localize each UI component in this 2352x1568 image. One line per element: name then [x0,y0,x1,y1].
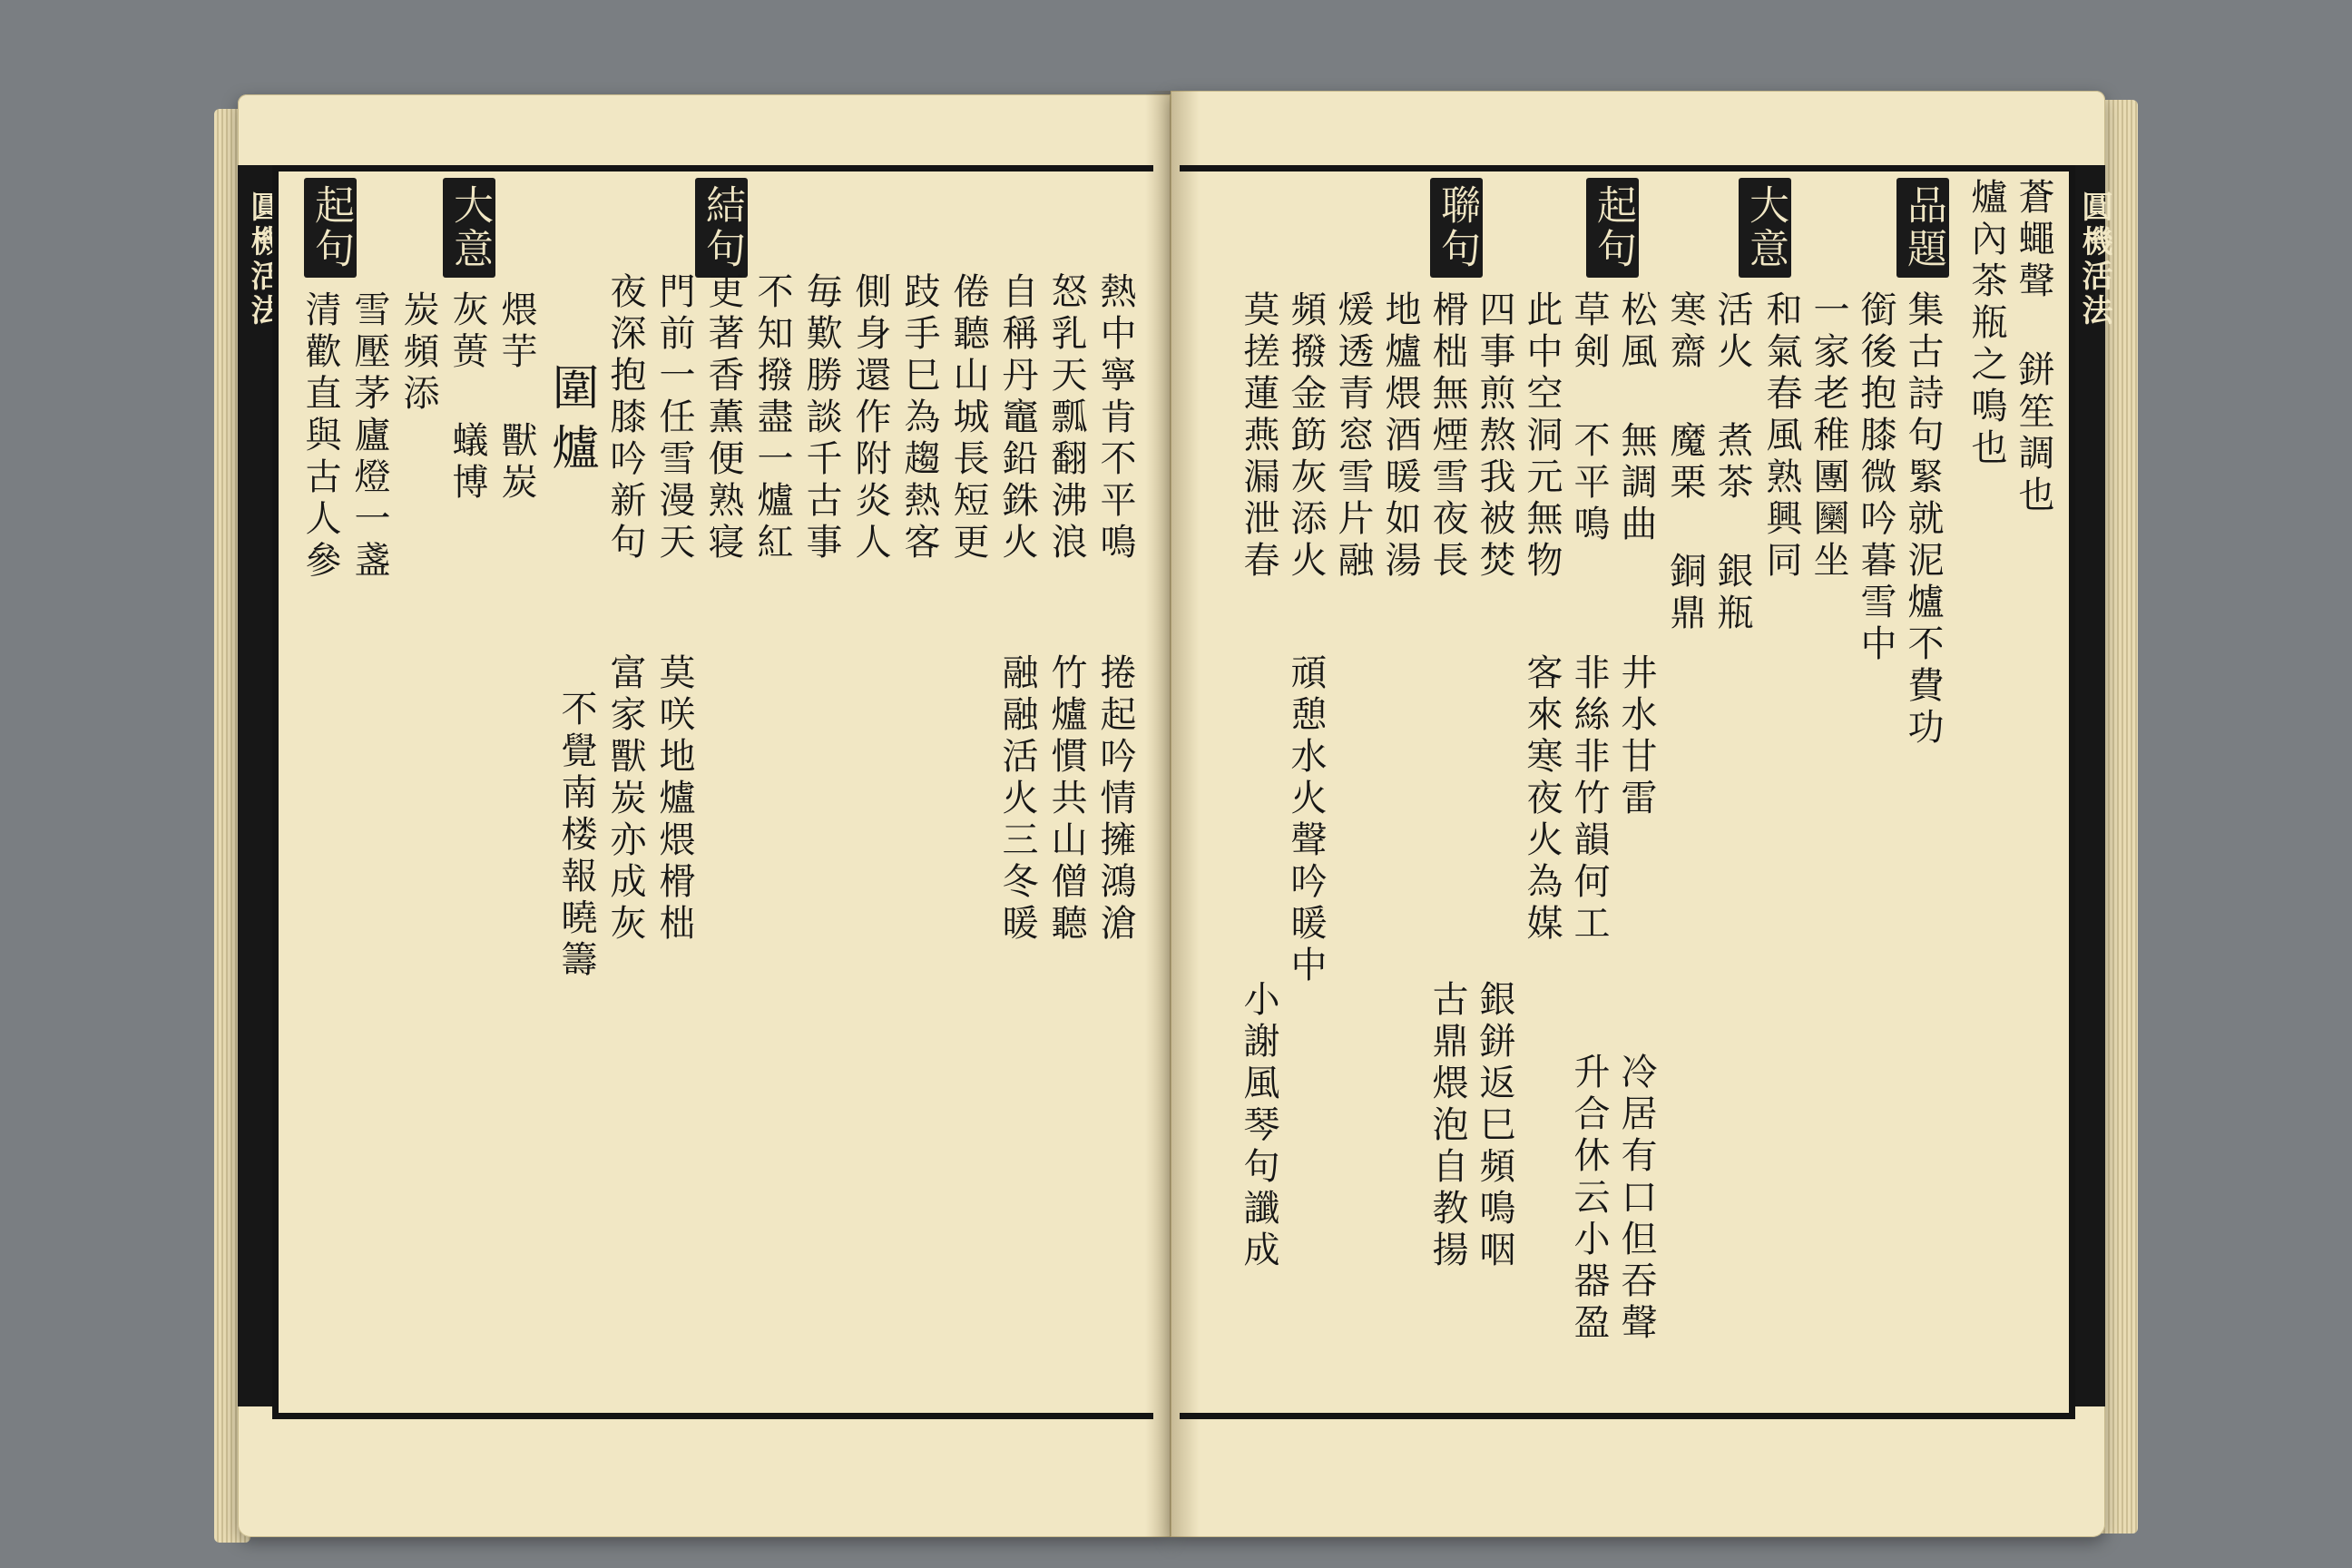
right-col: 活火 煮茶 銀瓶 [1711,290,1753,635]
right-col: 升合休云小器盈 [1568,1053,1610,1345]
right-col: 頻撥金筯灰添火 [1285,290,1327,583]
left-col: 門前一任雪漫天 [653,272,695,564]
right-col: 榾柮無煙雪夜長 [1426,290,1468,583]
left-col: 不知撥盡一爐紅 [751,272,793,564]
left-col: 捲起吟情擁鴻滄 [1094,653,1136,946]
right-col: 井水甘雷 [1615,653,1657,820]
left-col: 煨芋 獸炭 [495,290,537,505]
right-col: 古鼎煨泡自教揚 [1426,980,1468,1272]
left-col: 怒乳天瓢翻沸浪 [1045,272,1087,564]
right-col: 頑憩水火聲吟暖中 [1285,653,1327,987]
right-col: 蒼蠅聲 鉼笙調也 [2013,178,2054,517]
right-col: 四事煎熬我被焚 [1474,290,1515,583]
left-col: 雪壓茅廬燈一盞 [348,290,390,583]
left-col: 倦聽山城長短更 [947,272,989,564]
left-col: 灰蒉 蟻博 [446,290,488,505]
right-col: 松風 無調曲 [1615,290,1657,546]
left-margin-title: 圓機活法 [245,191,281,328]
right-col: 一家老稚團圞坐 [1808,290,1849,583]
right-col: 銀鉼返巳頻鳴咽 [1474,980,1515,1272]
right-col: 莫搓蓮燕漏泄春 [1238,290,1279,583]
right-col: 冷居有口但吞聲 [1615,1053,1657,1345]
left-col: 融融活火三冬暖 [996,653,1038,946]
heading-qiju-right: 起句 [1586,178,1639,278]
left-outer-strip [238,165,272,1406]
left-col: 更著香薫便熟寝 [702,272,744,564]
left-col: 自稱丹竈鉛銖火 [996,272,1038,564]
left-col: 毎歎勝談千古事 [800,272,842,564]
heading-lianju: 聯句 [1430,178,1483,278]
right-margin-title: 圓機活法 [2076,191,2112,328]
right-col: 爐內茶瓶之鳴也 [1965,178,2007,470]
left-col: 清歡直與古人參 [299,290,341,583]
section-title: 圍爐 [544,363,598,483]
heading-pinti: 品題 [1896,178,1949,278]
right-col: 草剣 不平鳴 [1568,290,1610,546]
right-col: 地爐煨酒暖如湯 [1379,290,1421,583]
right-col: 和氣春風熟興同 [1760,290,1802,583]
left-col: 富家獸炭亦成灰 [604,653,646,946]
left-col: 夜深抱膝吟新句 [604,272,646,564]
left-col: 熱中寧肯不平鳴 [1094,272,1136,564]
left-col: 不覺南楼報曉籌 [555,690,597,982]
right-col: 此中空洞元無物 [1521,290,1563,583]
left-col: 炭頻添 [397,290,439,416]
left-col: 竹爐慣共山僧聽 [1045,653,1087,946]
right-col: 銜後抱膝微吟暮雪中 [1855,290,1896,666]
right-col: 客來寒夜火為媒 [1521,653,1563,946]
right-col: 集古詩句緊就泥爐不費功 [1902,290,1944,750]
heading-dayi-left: 大意 [443,178,495,278]
left-col: 莫咲地爐煨榾柮 [653,653,695,946]
heading-dayi-right: 大意 [1739,178,1791,278]
heading-jieju: 結句 [695,178,748,278]
right-col: 寒齋 魔栗 銅鼎 [1664,290,1706,635]
left-col: 側身還作附炎人 [849,272,891,564]
heading-qiju-left: 起句 [304,178,357,278]
right-col: 煖透青窓雪片融 [1332,290,1374,583]
right-col: 非絲非竹韻何工 [1568,653,1610,946]
left-col: 跂手巳為趨熱客 [898,272,940,564]
right-col: 小謝風琴句讖成 [1238,980,1279,1272]
